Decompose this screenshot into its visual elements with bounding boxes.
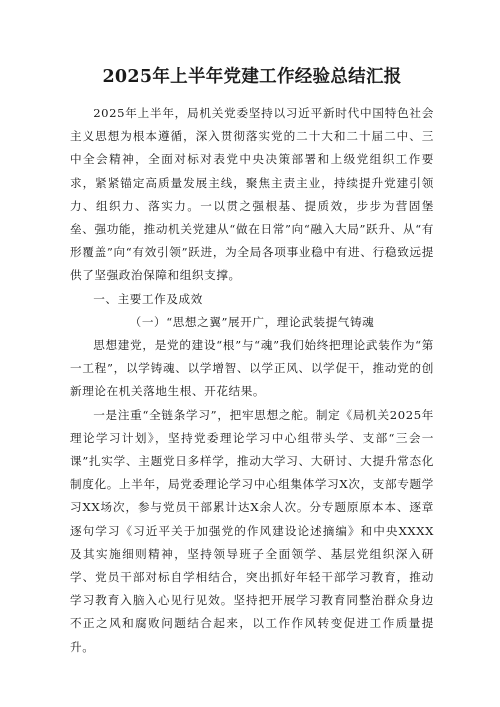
document-title: 2025年上半年党建工作经验总结汇报 (102, 67, 402, 87)
body-paragraph-2: 一是注重“全链条学习”，把牢思想之舵。制定《局机关2025年理论学习计划》，坚持党委理论学习中心组带头学、支部“三会一课”扎实学、主题党日多样学，推动大学习、大研讨、大提升常态化制度化。上半年，局党委理论学习中心组集体学习X次，支部专题学习XX场次，参与党员干部累计达X余人次。分专题原原本本、逐章逐句学习《习近平关于加强党的作风建设论述摘编》和中央XXXX及其实施细则精神，坚持领导班子全面领学、基层党组织深入研学、党员干部对标自学相结合，突出抓好年轻干部学习教育，推动学习教育入脑入心见行见效。坚持把开展学习教育同整治群众身边不正之风和腐败问题结合起来，以工作作风转变促进工作质量提升。 (70, 407, 434, 654)
intro-paragraph: 2025年上半年，局机关党委坚持以习近平新时代中国特色社会主义思想为根本遵循，深入贯彻落实党的二十大和二十届二中、三中全会精神，全面对标对表党中央决策部署和上级党组织工作要求，紧紧锚定高质量发展主线，聚焦主责主业，持续提升党建引领力、组织力、落实力。一以贯之强根基、提质效，步步为营固堡垒、强功能，推动机关党建从“做在日常”向“融入大局”跃升、从“有形覆盖”向“有效引领”跃进，为全局各项事业稳中有进、行稳致远提供了坚强政治保障和组织支撑。 (70, 106, 434, 283)
section-heading: 一、主要工作及成效 (93, 291, 203, 306)
subsection-heading: （一）“思想之翼”展开广，理论武装提气铸魂 (129, 314, 375, 329)
body-paragraph-1: 思想建党，是党的建设“根”与“魂”我们始终把理论武装作为“第一工程”，以学铸魂、以学增智、以学正风、以学促干，推动党的创新理论在机关落地生根、开花结果。 (70, 338, 434, 399)
